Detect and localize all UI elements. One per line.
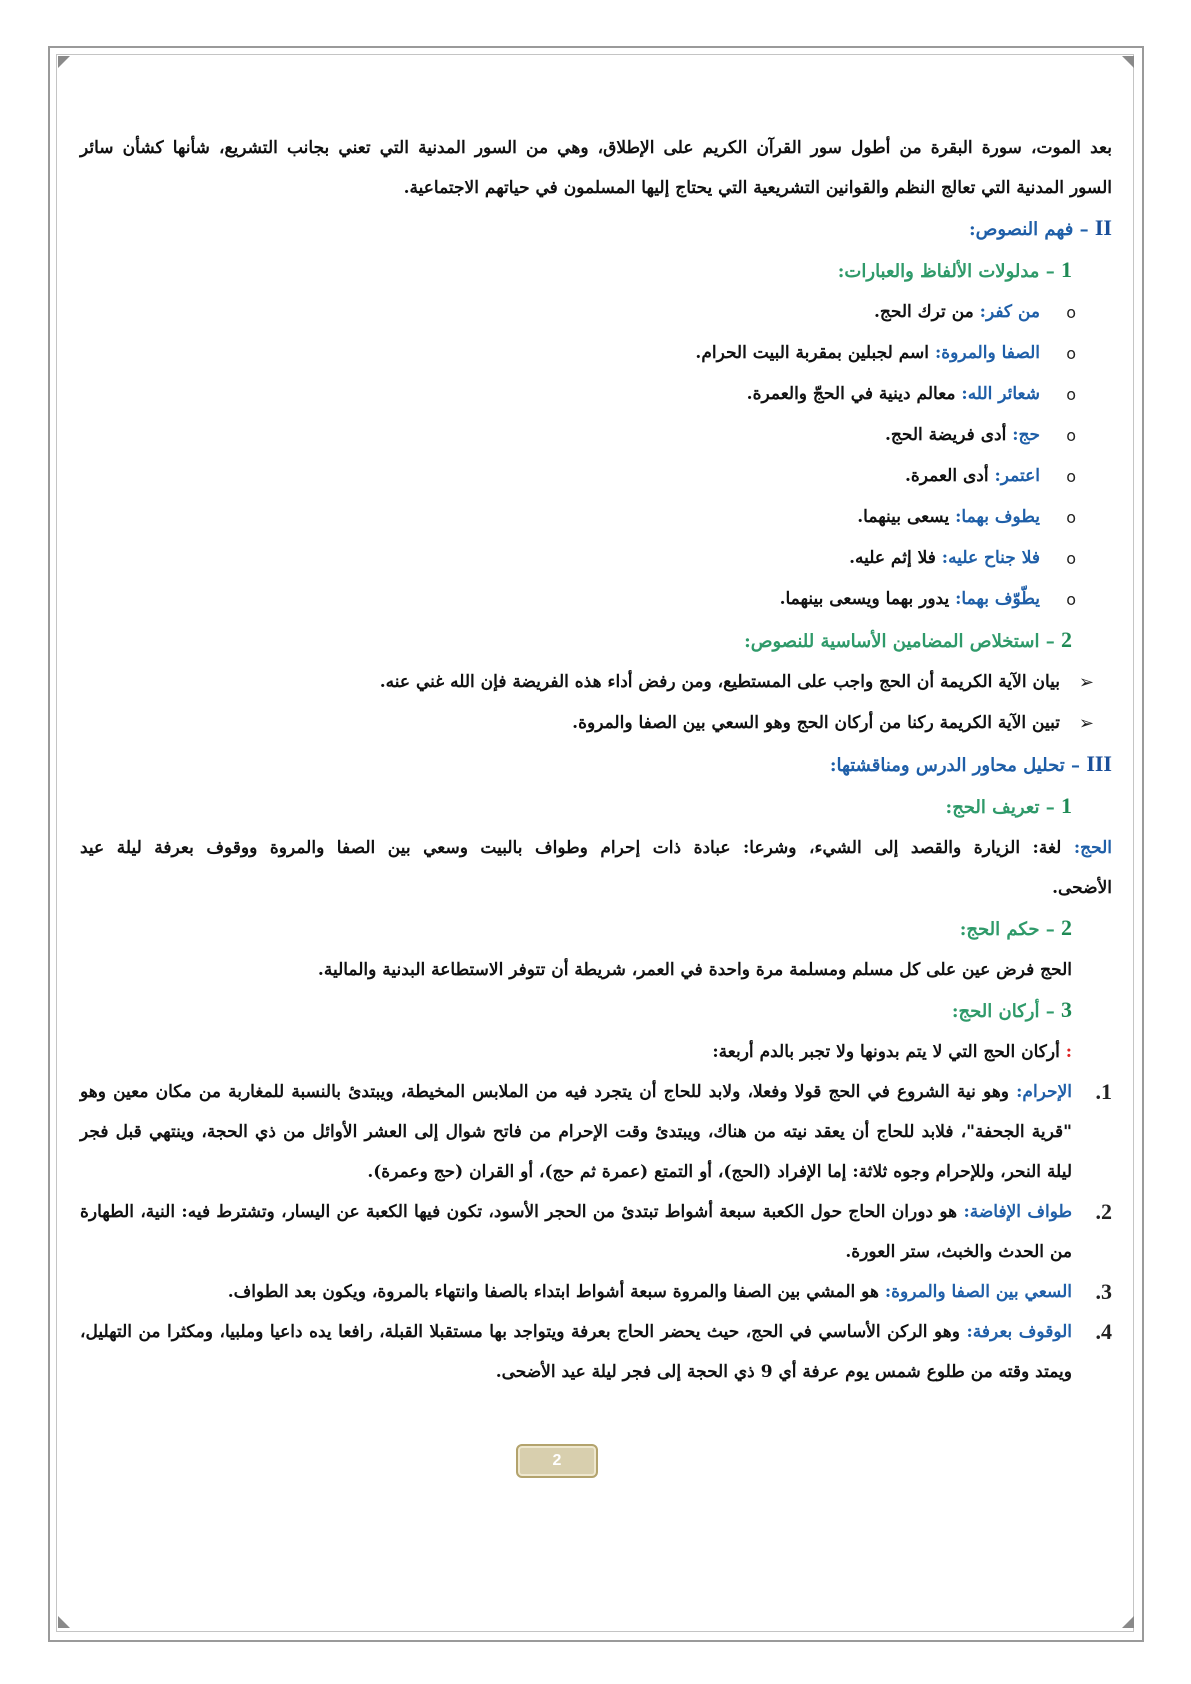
corner-ornament-bottom-right xyxy=(1122,1616,1134,1628)
vocab-term: حج: xyxy=(1012,425,1040,445)
intro-line-2: السور المدنية التي تعالج النظم والقوانين التشريعية التي يحتاج إليها المسلمون في حياتهم الاجتماعية. xyxy=(403,178,1112,198)
subheading-number: 3 xyxy=(1061,997,1072,1022)
vocab-definition: فلا إثم عليه. xyxy=(849,548,936,568)
pillar-number: 2. xyxy=(1095,1199,1112,1224)
section-title: – تحليل محاور الدرس ومناقشتها: xyxy=(829,755,1081,776)
pillar-term: الإحرام: xyxy=(1016,1082,1072,1102)
theme-text: بيان الآية الكريمة أن الحج واجب على المستطيع، ومن رفض أداء هذه الفريضة فإن الله غني عنه. xyxy=(379,672,1060,692)
ruling-text: الحج فرض عين على كل مسلم ومسلمة مرة واحدة في العمر، شريطة أن تتوفر الاستطاعة البدنية والمالية. xyxy=(317,960,1072,980)
pillar-item xyxy=(80,1272,1112,1312)
corner-ornament-bottom-left xyxy=(58,1616,70,1628)
intro-paragraph-end xyxy=(80,168,1112,208)
pillar-term: طواف الإفاضة: xyxy=(963,1202,1073,1222)
vocab-term: شعائر الله: xyxy=(961,384,1040,404)
pillar-term: السعي بين الصفا والمروة: xyxy=(884,1282,1072,1302)
pillars-intro xyxy=(80,1032,1112,1072)
subheading-vocabulary xyxy=(80,250,1112,292)
arrow-bullet-icon: ➢ xyxy=(1078,713,1094,734)
vocab-item xyxy=(80,292,1112,333)
vocab-item xyxy=(80,579,1112,620)
vocab-item xyxy=(80,497,1112,538)
section-heading-analysis xyxy=(80,744,1112,786)
pillars-intro-text: أركان الحج التي لا يتم بدونها ولا تجبر بالدم أربعة: xyxy=(712,1042,1060,1062)
pillar-text: وهو الركن الأساسي في الحج، حيث يحضر الحاج بعرفة ويتواجد بها مستقبلا القبلة، رافعا يده داعيا وملبيا، ومكثرا من التهليل، ويمتد وقته من طلوع شمس يوم عرفة أي 9 ذي الحجة إلى فجر ليلة عيد الأضحى. xyxy=(80,1322,1072,1382)
vocab-definition: اسم لجبلين بمقربة البيت الحرام. xyxy=(695,343,930,363)
corner-ornament-top-left xyxy=(58,56,70,68)
corner-ornament-top-right xyxy=(1122,56,1134,68)
bullet-circle-icon: o xyxy=(1066,549,1076,568)
theme-item xyxy=(80,703,1112,744)
subheading-number: 2 xyxy=(1061,915,1072,940)
vocab-item xyxy=(80,333,1112,374)
definition-line-2: الأضحى. xyxy=(1052,878,1112,898)
vocab-item xyxy=(80,456,1112,497)
vocab-term: من كفر: xyxy=(979,302,1040,322)
bullet-circle-icon: o xyxy=(1066,303,1076,322)
subheading-definition xyxy=(80,786,1112,828)
subheading-number: 1 xyxy=(1061,793,1072,818)
bullet-circle-icon: o xyxy=(1066,385,1076,404)
pillar-item xyxy=(80,1192,1112,1272)
definition-paragraph-end xyxy=(80,868,1112,908)
intro-line-1: بعد الموت، سورة البقرة من أطول سور القرآن الكريم على الإطلاق، وهي من السور المدنية التي تعني بجانب التشريع، شأنها كشأن سائر xyxy=(80,138,1112,158)
section-number: III xyxy=(1086,751,1112,776)
section-title: – فهم النصوص: xyxy=(968,219,1089,240)
vocab-item xyxy=(80,374,1112,415)
vocab-term: فلا جناح عليه: xyxy=(941,548,1040,568)
theme-text: تبين الآية الكريمة ركنا من أركان الحج وهو السعي بين الصفا والمروة. xyxy=(572,713,1060,733)
vocab-definition: يدور بهما ويسعى بينهما. xyxy=(779,589,950,609)
bullet-circle-icon: o xyxy=(1066,590,1076,609)
bullet-circle-icon: o xyxy=(1066,508,1076,527)
vocab-term: يطّوّف بهما: xyxy=(955,589,1040,609)
pillar-number: 1. xyxy=(1095,1079,1112,1104)
section-number: II xyxy=(1094,215,1112,240)
pillar-text: هو المشي بين الصفا والمروة سبعة أشواط ابتداء بالصفا وانتهاء بالمروة، ويكون بعد الطواف. xyxy=(227,1282,879,1302)
pillar-number: 3. xyxy=(1095,1279,1112,1304)
subheading-ruling xyxy=(80,908,1112,950)
subheading-number: 1 xyxy=(1061,257,1072,282)
subheading-pillars xyxy=(80,990,1112,1032)
section-heading-understanding xyxy=(80,208,1112,250)
vocab-item xyxy=(80,415,1112,456)
pillars-intro-mark: : xyxy=(1065,1042,1072,1062)
subheading-themes xyxy=(80,620,1112,662)
subheading-title: – مدلولات الألفاظ والعبارات: xyxy=(837,261,1055,282)
bullet-circle-icon: o xyxy=(1066,426,1076,445)
theme-item xyxy=(80,662,1112,703)
bullet-circle-icon: o xyxy=(1066,344,1076,363)
pillar-item xyxy=(80,1072,1112,1192)
vocabulary-list xyxy=(80,292,1112,620)
page-number: 2 xyxy=(516,1444,598,1478)
definition-paragraph xyxy=(80,828,1112,868)
pillar-term: الوقوف بعرفة: xyxy=(966,1322,1073,1342)
definition-line-1: لغة: الزيارة والقصد إلى الشيء، وشرعا: عبادة ذات إحرام وطواف بالبيت وسعي بين الصفا والمروة ووقوف بعرفة ليلة عيد xyxy=(80,838,1062,858)
pillar-item xyxy=(80,1312,1112,1392)
vocab-definition: أدى العمرة. xyxy=(904,466,989,486)
bullet-circle-icon: o xyxy=(1066,467,1076,486)
pillar-text: وهو نية الشروع في الحج قولا وفعلا، ولابد للحاج أن يتجرد فيه من الملابس المخيطة، ويبتدئ بالنسبة للمغاربة من مكان معين وهو "قرية الجحفة"، فلابد للحاج أن يعقد نيته من هناك، ويبتدئ وقت الإحرام من فاتح شوال إلى العشر الأوائل من ذي الحجة، وينتهي قبل فجر ليلة النحر، وللإحرام وجوه ثلاثة: إما الإفراد (الحج)، أو التمتع (عمرة ثم حج)، أو القران (حج وعمرة). xyxy=(80,1082,1072,1182)
themes-list xyxy=(80,662,1112,744)
vocab-item xyxy=(80,538,1112,579)
document-body xyxy=(80,128,1112,1392)
subheading-number: 2 xyxy=(1061,627,1072,652)
vocab-term: الصفا والمروة: xyxy=(934,343,1040,363)
arrow-bullet-icon: ➢ xyxy=(1078,672,1094,693)
subheading-title: – استخلاص المضامين الأساسية للنصوص: xyxy=(744,631,1055,652)
subheading-title: – أركان الحج: xyxy=(951,1001,1055,1022)
vocab-definition: يسعى بينهما. xyxy=(857,507,950,527)
pillars-list xyxy=(80,1072,1112,1392)
vocab-definition: من ترك الحج. xyxy=(873,302,974,322)
vocab-term: اعتمر: xyxy=(994,466,1040,486)
vocab-definition: أدى فريضة الحج. xyxy=(885,425,1007,445)
subheading-title: – حكم الحج: xyxy=(959,919,1055,940)
vocab-definition: معالم دينية في الحجّ والعمرة. xyxy=(746,384,956,404)
pillar-text: هو دوران الحاج حول الكعبة سبعة أشواط تبتدئ من الحجر الأسود، تكون فيها الكعبة عن اليسار، وتشترط فيه: النية، الطهارة من الحدث والخبث، ستر العورة. xyxy=(80,1202,1072,1262)
pillar-number: 4. xyxy=(1095,1319,1112,1344)
subheading-title: – تعريف الحج: xyxy=(945,797,1055,818)
ruling-paragraph xyxy=(80,950,1112,990)
definition-term: الحج: xyxy=(1073,838,1113,858)
vocab-term: يطوف بهما: xyxy=(955,507,1040,527)
intro-paragraph xyxy=(80,128,1112,168)
